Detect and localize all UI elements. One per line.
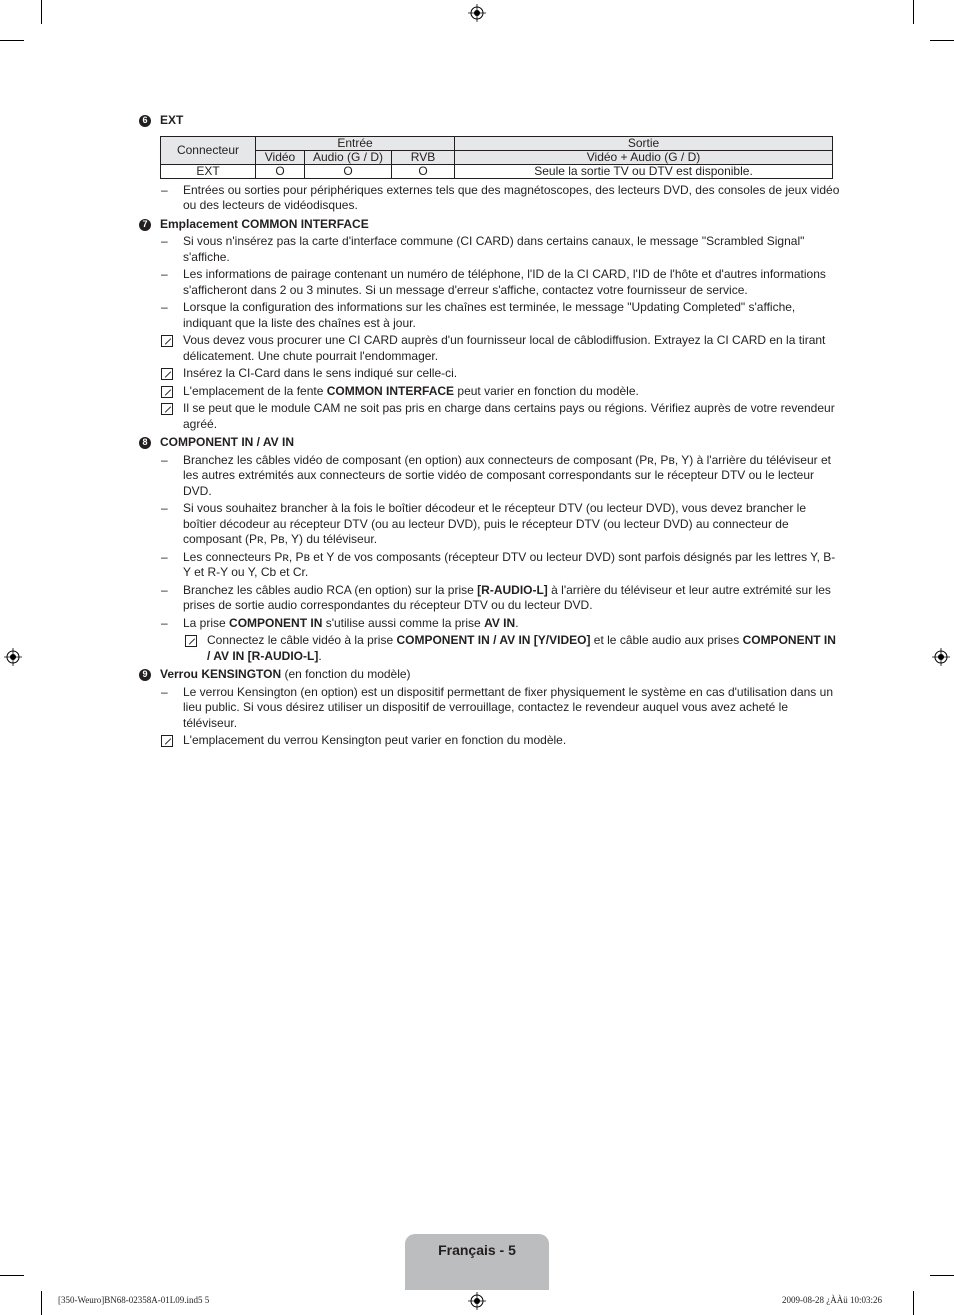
note-icon [161,335,173,347]
crop-mark [930,40,954,41]
dash-bullet: – [161,182,168,197]
item-text: Entrées ou sorties pour périphériques externes tels que des magnétoscopes, des lecteurs DVD, des consoles de jeux vidéo ou des lecteurs de vidéodisques. [183,182,840,212]
note-item [139,633,841,664]
note-icon [161,735,173,747]
list-item [139,453,841,500]
section-title: Verrou KENSINGTON (en fonction du modèle) [160,667,411,681]
dash-bullet: – [161,549,168,564]
item-text: Si vous n'insérez pas la carte d'interface commune (CI CARD) dans certains canaux, le message "Scrambled Signal" s'affiche. [183,234,805,264]
note-item [139,401,841,432]
crop-mark [41,0,42,24]
list-item [139,685,841,732]
list-item [139,616,841,632]
note-icon [161,403,173,415]
crop-mark [913,0,914,24]
dash-bullet: – [161,234,168,248]
crop-mark [0,40,24,41]
note-item [139,384,841,400]
note-icon [185,635,197,647]
section-number-badge: 6 [139,115,151,127]
item-text: Le verrou Kensington (en option) est un dispositif permettant de fixer physiquement le système en cas d'utilisation dans un lieu public. Si vous désirez utiliser un dispositif de verrouillage, contactez le revendeur auquel vous avez acheté le téléviseur. [183,684,833,730]
table-cell: O [305,164,392,178]
table-cell: O [392,164,455,178]
note-item [139,333,841,364]
item-text: L'emplacement de la fente COMMON INTERFACE peut varier en fonction du modèle. [183,383,639,398]
dash-bullet: – [161,452,168,467]
item-text: La prise COMPONENT IN s'utilise aussi comme la prise AV IN. [183,615,519,630]
list-item [139,234,841,265]
registration-mark-icon [4,648,22,666]
table-cell: Seule la sortie TV ou DTV est disponible. [455,164,833,178]
ext-connector-table [160,136,833,179]
dash-bullet: – [161,300,168,314]
table-cell: EXT [161,164,256,178]
section-ext [139,113,841,129]
table-cell: O [256,164,305,178]
list-item [139,550,841,581]
dash-bullet: – [161,267,168,281]
item-text: Si vous souhaitez brancher à la fois le boîtier décodeur et le récepteur DTV (ou lecteur DVD), vous devez brancher le boîtier décodeur au récepteur DTV (ou au lecteur DVD), puis le récepteur DTV (ou lecteur DVD) au connecteur de composant (Pʀ, Pʙ, Y) du téléviseur. [183,501,806,546]
table-subheader-sortie: Vidéo + Audio (G / D) [455,150,833,164]
list-item [139,183,841,214]
section-title: Emplacement COMMON INTERFACE [160,216,369,231]
item-text: L'emplacement du verrou Kensington peut varier en fonction du modèle. [183,733,567,747]
dash-bullet: – [161,615,168,630]
item-text: Les informations de pairage contenant un numéro de téléphone, l'ID de la CI CARD, l'ID de l'hôte et d'autres informations s'afficheront dans 2 ou 3 minutes. Si un message d'erreur s'affiche, contactez votre fournisseur de service. [183,267,826,297]
table-subheader-video: Vidéo [256,150,305,164]
list-item [139,501,841,548]
crop-mark [930,1275,954,1276]
item-text: Les connecteurs Pʀ, Pʙ et Y de vos composants (récepteur DTV ou lecteur DVD) sont parfois désignés par les lettres Y, B-Y et R-Y ou Y, Cb et Cr. [183,549,836,579]
document-body [139,110,841,749]
registration-mark-icon [932,648,950,666]
crop-mark [0,1275,24,1276]
note-icon [161,368,173,380]
section-title: COMPONENT IN / AV IN [160,435,295,449]
dash-bullet: – [161,501,168,515]
section-number-badge: 9 [139,669,151,681]
item-text: Connectez le câble vidéo à la prise COMPONENT IN / AV IN [Y/VIDEO] et le câble audio aux prises COMPONENT IN / AV IN [R-AUDIO-L]. [207,633,836,663]
section-component-in [139,435,841,451]
item-text: Lorsque la configuration des informations sur les chaînes est terminée, le message "Updating Completed" s'affiche, indiquant que la liste des chaînes est à jour. [183,300,796,330]
slug-timestamp: 2009-08-28 ¿ÀÀü 10:03:26 [782,1295,882,1305]
table-header-connecteur: Connecteur [161,136,256,164]
item-text: Insérez la CI-Card dans le sens indiqué sur celle-ci. [183,366,458,380]
page-number-label: Français - 5 [438,1242,516,1258]
section-number-badge: 7 [139,219,151,231]
slug-file-info: [350-Weuro]BN68-02358A-01L09.ind5 5 [58,1295,210,1305]
registration-mark-icon [468,1292,486,1310]
section-title: EXT [160,113,184,127]
section-kensington [139,667,841,683]
item-text: Vous devez vous procurer une CI CARD auprès d'un fournisseur local de câblodiffusion. Extrayez la CI CARD en la tirant délicatement. Une chute pourrait l'endommager. [183,333,826,363]
note-item [139,733,841,749]
crop-mark [41,1291,42,1315]
dash-bullet: – [161,582,168,597]
table-subheader-audio: Audio (G / D) [305,150,392,164]
list-item [139,267,841,298]
list-item [139,300,841,331]
item-text: Branchez les câbles vidéo de composant (en option) aux connecteurs de composant (Pʀ, Pʙ, Y) à l'arrière du téléviseur et les autres extrémités aux connecteurs de sortie vidéo de composant correspondants sur le récepteur DTV ou le lecteur DVD. [183,452,831,498]
table-row [161,164,833,178]
item-text: Branchez les câbles audio RCA (en option) sur la prise [R-AUDIO-L] à l'arrière du téléviseur et leur autre extrémité sur les prises de sortie audio correspondantes du récepteur DTV ou du lecteur DVD. [183,582,831,612]
registration-mark-icon [468,4,486,22]
table-header-sortie: Sortie [455,136,833,150]
note-icon [161,386,173,398]
note-item [139,366,841,382]
section-common-interface [139,217,841,233]
table-subheader-rvb: RVB [392,150,455,164]
item-text: Il se peut que le module CAM ne soit pas pris en charge dans certains pays ou régions. Vérifiez auprès de votre revendeur agréé. [183,401,835,431]
dash-bullet: – [161,684,168,699]
section-number-badge: 8 [139,437,151,449]
table-header-entree: Entrée [256,136,455,150]
list-item [139,583,841,614]
crop-mark [913,1291,914,1315]
